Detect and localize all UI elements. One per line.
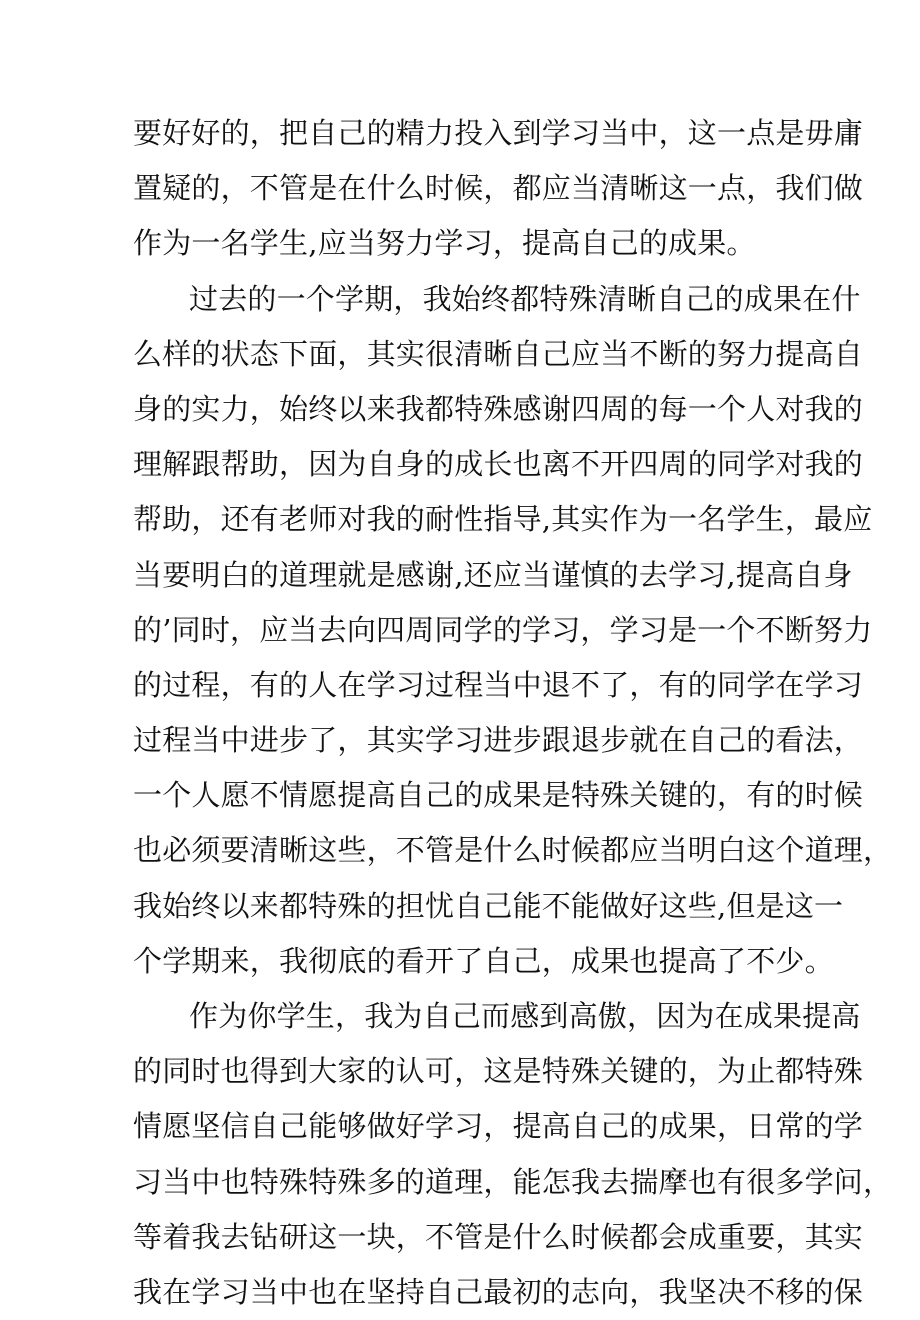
text-line: 习当中也特殊特殊多的道理，能怎我去揣摩也有很多学问， xyxy=(133,1164,893,1199)
text-line: 么样的状态下面，其实很清晰自己应当不断的努力提高自 xyxy=(133,336,864,371)
text-line: 理解跟帮助，因为自身的成长也离不开四周的同学对我的 xyxy=(133,447,864,482)
text-line: 个学期来，我彻底的看开了自己，成果也提高了不少。 xyxy=(133,943,834,978)
paragraph-start-line: 过去的一个学期，我始终都特殊清晰自己的成果在什 xyxy=(189,281,861,316)
text-line: 的同时也得到大家的认可，这是特殊关键的，为止都特殊 xyxy=(133,1054,864,1089)
text-line: 也必须要清晰这些，不管是什么时候都应当明白这个道理， xyxy=(133,833,893,868)
text-line: 作为一名学生,应当努力学习，提高自己的成果。 xyxy=(133,226,756,261)
text-line: 帮助，还有老师对我的耐性指导,其实作为一名学生，最应 xyxy=(133,502,873,537)
text-line: 的’同时，应当去向四周同学的学习，学习是一个不断努力 xyxy=(133,612,873,647)
paragraph-start-line: 作为你学生，我为自己而感到高傲，因为在成果提高 xyxy=(189,999,861,1033)
body-text xyxy=(133,106,893,1320)
text-line: 当要明白的道理就是感谢,还应当谨慎的去学习,提高自身 xyxy=(133,557,853,592)
text-line: 身的实力，始终以来我都特殊感谢四周的每一个人对我的 xyxy=(133,391,864,426)
text-line: 情愿坚信自己能够做好学习，提高自己的成果，日常的学 xyxy=(133,1109,864,1144)
text-line: 置疑的，不管是在什么时候，都应当清晰这一点，我们做 xyxy=(133,171,864,206)
text-line: 我在学习当中也在坚持自己最初的志向，我坚决不移的保 xyxy=(133,1274,864,1309)
text-line: 过程当中进步了，其实学习进步跟退步就在自己的看法， xyxy=(133,723,864,758)
text-line: 等着我去钻研这一块，不管是什么时候都会成重要，其实 xyxy=(133,1219,864,1254)
text-line: 的过程，有的人在学习过程当中退不了，有的同学在学习 xyxy=(133,667,864,702)
text-line: 一个人愿不情愿提高自己的成果是特殊关键的，有的时候 xyxy=(133,778,864,813)
text-line: 我始终以来都特殊的担忧自己能不能做好这些,但是这一 xyxy=(133,888,844,923)
text-line: 要好好的，把自己的精力投入到学习当中，这一点是毋庸 xyxy=(133,116,864,150)
